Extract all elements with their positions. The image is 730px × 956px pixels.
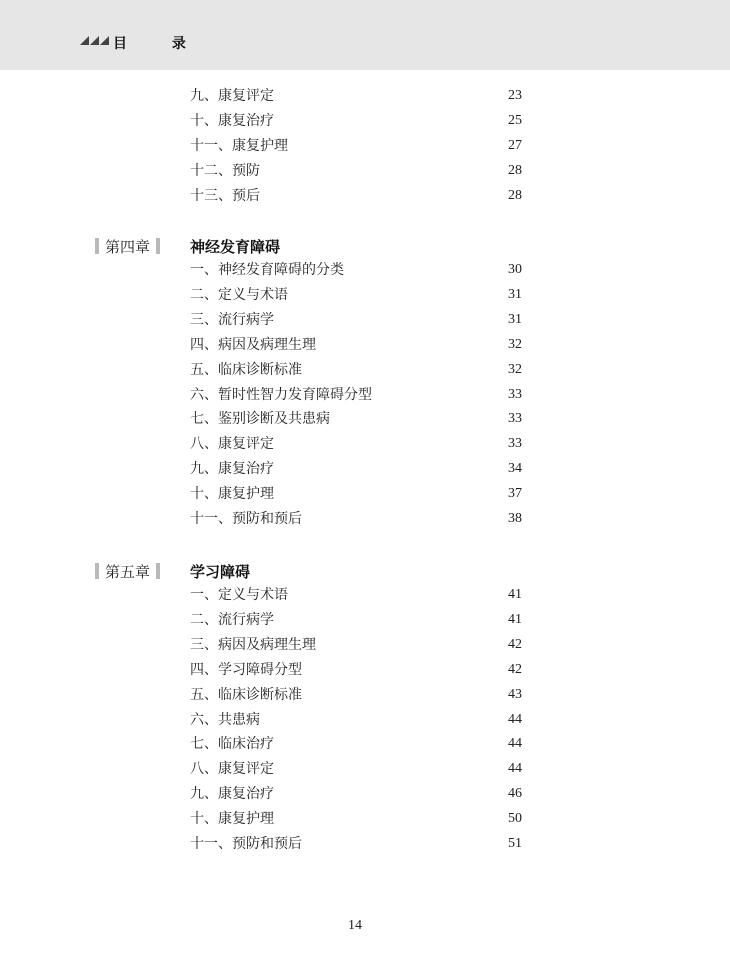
triple-triangle-icon: [80, 36, 109, 48]
toc-entry-title: 四、病因及病理生理: [190, 336, 316, 353]
toc-entry-page: 50: [508, 811, 522, 827]
toc-entry-page: 27: [508, 137, 522, 153]
toc-entry[interactable]: [190, 309, 522, 331]
toc-entry[interactable]: [190, 259, 522, 281]
toc-entry[interactable]: [190, 808, 522, 830]
toc-entry[interactable]: [190, 384, 522, 406]
toc-entry[interactable]: [190, 135, 522, 157]
header-band: [0, 0, 730, 70]
toc-entry-page: 42: [508, 661, 522, 677]
toc-entry-title: 一、定义与术语: [190, 587, 288, 603]
toc-entry-title: 三、病因及病理生理: [190, 636, 316, 653]
chapter-label: [95, 561, 160, 583]
toc-entry[interactable]: [190, 833, 522, 855]
toc-entry-page: 38: [508, 511, 522, 526]
toc-entry-title: 五、临床诊断标准: [190, 361, 302, 378]
toc-entry-page: 51: [508, 836, 522, 851]
toc-entry-title: 十二、预防: [190, 162, 260, 179]
toc-entry-page: 32: [508, 336, 522, 352]
toc-entry-page: 31: [508, 311, 522, 327]
toc-entry-title: 十三、预后: [190, 187, 260, 204]
toc-entry-title: 七、鉴别诊断及共患病: [190, 411, 330, 428]
toc-entry-title: 十一、康复护理: [190, 137, 288, 154]
toc-entry-title: 一、神经发育障碍的分类: [190, 262, 344, 278]
toc-entry[interactable]: [190, 684, 522, 706]
toc-entry-page: 31: [508, 286, 522, 302]
toc-entry[interactable]: [190, 110, 522, 132]
chapter-bar-right: [156, 238, 160, 254]
chapter-number: 第五章: [105, 563, 151, 581]
toc-entry-page: 41: [508, 587, 522, 602]
toc-entry[interactable]: [190, 284, 522, 306]
chapter-number: 第四章: [105, 238, 151, 256]
toc-entry[interactable]: [190, 609, 522, 631]
toc-entry-page: 32: [508, 361, 522, 377]
chapter-title[interactable]: 神经发育障碍: [190, 238, 281, 256]
toc-entry[interactable]: [190, 408, 522, 430]
toc-entry-page: 25: [508, 112, 522, 128]
toc-entry-page: 28: [508, 187, 522, 203]
toc-entry-page: 33: [508, 386, 522, 402]
toc-entry-title: 六、共患病: [190, 711, 260, 728]
toc-entry[interactable]: [190, 458, 522, 480]
toc-entry[interactable]: [190, 483, 522, 505]
toc-entry-page: 43: [508, 686, 522, 702]
chapter-title[interactable]: 学习障碍: [190, 563, 251, 581]
toc-entry-title: 六、暂时性智力发育障碍分型: [190, 386, 372, 403]
toc-entry[interactable]: [190, 185, 522, 207]
toc-entry-title: 四、学习障碍分型: [190, 661, 302, 678]
toc-entry-page: 41: [508, 611, 522, 627]
toc-entry[interactable]: [190, 783, 522, 805]
toc-entry-title: 七、临床治疗: [190, 736, 274, 753]
toc-entry-page: 44: [508, 711, 522, 727]
toc-entry-page: 33: [508, 436, 522, 452]
toc-entry-page: 28: [508, 162, 522, 178]
toc-entry-page: 37: [508, 486, 522, 502]
toc-entry-title: 九、康复治疗: [190, 786, 274, 803]
toc-entry-page: 44: [508, 761, 522, 777]
toc-entry-page: 34: [508, 461, 522, 477]
toc-entry[interactable]: [190, 758, 522, 780]
toc-entry[interactable]: [190, 584, 522, 606]
toc-entry[interactable]: [190, 160, 522, 182]
page-number: 14: [348, 918, 362, 933]
toc-entry-page: 44: [508, 736, 522, 752]
toc-entry-title: 九、康复评定: [190, 88, 274, 104]
toc-entry-page: 33: [508, 411, 522, 427]
toc-entry-page: 42: [508, 636, 522, 652]
toc-entry[interactable]: [190, 634, 522, 656]
toc-entry[interactable]: [190, 508, 522, 530]
toc-entry-title: 五、临床诊断标准: [190, 686, 302, 703]
toc-entry-title: 十、康复治疗: [190, 112, 274, 129]
toc-entry-title: 三、流行病学: [190, 311, 274, 328]
toc-entry[interactable]: [190, 733, 522, 755]
toc-entry-title: 九、康复治疗: [190, 461, 274, 478]
chapter-bar-left: [95, 563, 99, 579]
toc-entry-title: 十一、预防和预后: [190, 511, 302, 527]
toc-entry-page: 46: [508, 786, 522, 802]
toc-entry[interactable]: [190, 709, 522, 731]
toc-entry[interactable]: [190, 659, 522, 681]
toc-entry[interactable]: [190, 359, 522, 381]
toc-entry-title: 二、流行病学: [190, 611, 274, 628]
toc-entry[interactable]: [190, 85, 522, 107]
toc-entry[interactable]: [190, 334, 522, 356]
toc-entry[interactable]: [190, 433, 522, 455]
toc-entry-page: 23: [508, 88, 522, 103]
chapter-bar-right: [156, 563, 160, 579]
toc-entry-title: 八、康复评定: [190, 761, 274, 778]
header-title: 目 录: [113, 36, 206, 52]
toc-entry-title: 十、康复护理: [190, 811, 274, 828]
toc-entry-title: 二、定义与术语: [190, 286, 288, 303]
toc-entry-title: 十一、预防和预后: [190, 836, 302, 852]
toc-entry-page: 30: [508, 262, 522, 277]
toc-entry-title: 十、康复护理: [190, 486, 274, 503]
chapter-label: [95, 236, 160, 258]
chapter-bar-left: [95, 238, 99, 254]
toc-entry-title: 八、康复评定: [190, 436, 274, 453]
